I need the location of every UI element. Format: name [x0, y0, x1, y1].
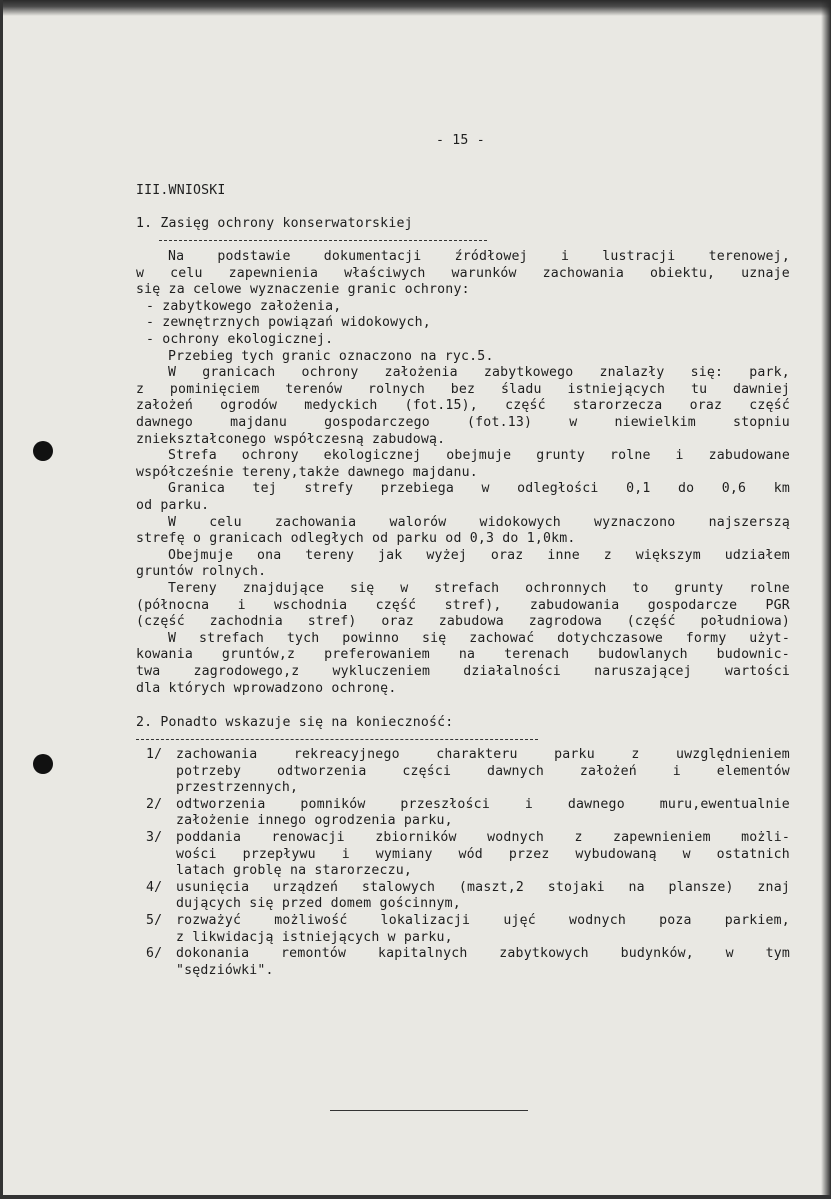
word: najszerszą	[708, 514, 790, 530]
word: rolne	[609, 448, 651, 464]
word: część	[749, 398, 790, 414]
word: na	[628, 879, 645, 895]
word: uznaje	[741, 265, 790, 281]
text-line: Przebieg tych granic oznaczono na ryc.5.	[168, 348, 494, 364]
subsection-1-underline	[159, 240, 487, 241]
word: twa	[136, 664, 161, 679]
word: W	[168, 365, 177, 381]
word: to	[632, 581, 649, 596]
text-line	[168, 248, 790, 266]
word: (część	[136, 614, 185, 630]
word: (maszt,2	[458, 879, 525, 895]
word: (północna	[136, 597, 210, 613]
scan-edge-top	[0, 0, 831, 16]
word: i	[237, 597, 246, 613]
word: ostatnich	[716, 846, 790, 862]
list-item-line	[176, 796, 790, 814]
word: w	[682, 846, 691, 862]
word: Strefa	[168, 448, 217, 464]
word: grunty	[674, 581, 724, 596]
word: naruszającej	[594, 664, 692, 679]
word: znalazły	[599, 365, 665, 381]
list-item-line	[176, 829, 790, 847]
word: celu	[209, 514, 242, 530]
word: możli-	[741, 830, 790, 845]
word: muru,ewentualnie	[659, 796, 790, 812]
word: bez	[450, 381, 476, 397]
word: część	[375, 597, 417, 613]
list-number: 4/	[146, 879, 163, 895]
word: potrzeby	[176, 763, 242, 779]
word: właściwych	[344, 265, 426, 281]
word: oraz	[381, 614, 414, 630]
word: ochrony	[241, 448, 299, 464]
word: remontów	[281, 946, 347, 962]
word: istniejących	[567, 381, 666, 397]
list-item-line	[176, 912, 790, 930]
word: (fot.15),	[404, 398, 478, 414]
list-item-line	[176, 763, 790, 781]
word: zapewnienia	[228, 265, 319, 281]
word: i	[672, 763, 681, 779]
word: preferowaniem	[324, 647, 430, 663]
word: wybudowaną	[575, 846, 657, 862]
subsection-1-heading: 1. Zasięg ochrony konserwatorskiej	[136, 216, 413, 231]
word: stopniu	[732, 415, 790, 430]
word: zachowania	[176, 747, 258, 762]
text-line	[136, 597, 790, 615]
word: większym	[635, 547, 701, 563]
word: Obejmuje	[168, 547, 234, 563]
word: walorów	[389, 514, 447, 530]
word: oraz	[490, 547, 524, 563]
word: odtworzenia	[276, 763, 367, 779]
word: tu	[690, 381, 708, 397]
word: wschodnia	[274, 597, 348, 613]
word: ona	[257, 547, 282, 563]
word: zabudowa	[438, 614, 504, 630]
word: lustracji	[602, 249, 676, 264]
text-line	[168, 514, 790, 532]
text-line	[168, 480, 790, 498]
word: ochrony	[301, 365, 359, 381]
word: znajdujące	[242, 581, 325, 596]
word: śladu	[500, 381, 542, 397]
text-line: współcześnie tereny,także dawnego majdanu.	[136, 464, 478, 480]
list-item-line	[176, 746, 790, 764]
word: Na	[168, 249, 185, 264]
word: kapitalnych	[377, 946, 468, 962]
word: wykluczeniem	[332, 664, 431, 679]
word: podstawie	[217, 249, 291, 264]
word: do	[677, 481, 695, 497]
word: gospodarcze	[647, 597, 738, 613]
word: wymiany	[375, 846, 433, 862]
word: parkiem,	[724, 913, 790, 928]
word: charakteru	[436, 747, 518, 762]
word: dawnego	[567, 796, 625, 812]
word: (część	[626, 614, 676, 630]
word: grunty	[536, 448, 586, 464]
word: z	[136, 381, 145, 397]
word: zabudowane	[708, 448, 790, 464]
word: granicach	[202, 365, 276, 381]
word: w	[569, 415, 578, 430]
word: w	[136, 265, 145, 281]
text-line	[136, 414, 790, 432]
text-line	[136, 265, 790, 283]
word: Tereny	[168, 581, 217, 596]
word: udziałem	[724, 547, 790, 563]
text-line	[168, 547, 790, 565]
word: pominięciem	[169, 381, 260, 397]
word: PGR	[765, 597, 790, 613]
word: przebiega	[380, 481, 455, 497]
bullet-item: - zabytkowego założenia,	[146, 298, 342, 314]
text-line	[168, 630, 790, 648]
list-item-line: z likwidacją istniejących w parku,	[176, 929, 453, 945]
word: park,	[749, 365, 790, 381]
word: gospodarczego	[324, 415, 430, 430]
page-number: - 15 -	[436, 133, 485, 148]
word: W	[168, 630, 177, 646]
word: dawnego	[136, 415, 193, 430]
word: ochronnych	[525, 581, 607, 596]
text-line: strefę o granicach odległych od parku od 0,3 do 1,0km.	[136, 531, 576, 547]
word: ogrodów	[220, 398, 278, 414]
word: części	[402, 763, 452, 779]
subsection-2-heading: 2. Ponadto wskazuje się na konieczność:	[136, 715, 454, 730]
word: tym	[765, 946, 790, 962]
word: W	[168, 514, 177, 530]
word: założeń	[579, 763, 637, 779]
word: użyt-	[749, 630, 790, 646]
word: rekreacyjnego	[293, 747, 400, 762]
punch-hole-bottom	[33, 754, 53, 774]
word: terenów	[285, 381, 343, 397]
word: się	[422, 630, 447, 646]
word: zachowania	[542, 265, 625, 281]
word: lokalizacji	[380, 913, 471, 928]
word: plansze)	[668, 879, 734, 895]
word: dawnych	[487, 763, 545, 779]
word: (fot.13)	[467, 415, 533, 430]
word: zabudowania	[529, 597, 620, 613]
word: wyżej	[426, 547, 468, 563]
list-item-line: założenie innego ogrodzenia parku,	[176, 813, 453, 829]
word: założenia	[384, 365, 458, 381]
word: i	[560, 249, 570, 264]
section-heading: III.WNIOSKI	[136, 183, 226, 198]
word: odległości	[517, 481, 599, 497]
word: w	[481, 481, 490, 497]
word: strefach	[434, 581, 500, 596]
word: oraz	[689, 398, 723, 414]
word: założeń	[136, 398, 193, 414]
word: zbiorników	[375, 830, 457, 845]
word: rolne	[749, 581, 790, 596]
bullet-item: - zewnętrznych powiązań widokowych,	[146, 315, 431, 331]
word: z	[574, 830, 583, 845]
list-item-line	[176, 945, 790, 963]
word: w	[400, 581, 409, 596]
word: południowa)	[700, 614, 790, 630]
list-item-line	[176, 879, 790, 897]
word: renowacji	[271, 830, 345, 845]
word: elementów	[716, 763, 790, 779]
word: wód	[458, 846, 483, 862]
word: parku	[554, 747, 595, 762]
word: Granica	[168, 481, 225, 497]
word: tereny	[305, 547, 355, 563]
word: tej	[252, 481, 277, 497]
word: dokonania	[176, 946, 250, 962]
word: niewielkim	[614, 415, 696, 430]
word: poddania	[176, 830, 242, 845]
text-line: gruntów rolnych.	[136, 564, 267, 580]
word: stalowych	[361, 879, 436, 895]
word: i	[524, 796, 533, 812]
word: 0,1	[626, 481, 651, 497]
text-line	[168, 364, 790, 382]
list-item-line: dujących się przed domem gościnnym,	[176, 896, 461, 912]
scan-edge-left	[0, 0, 3, 1199]
word: budownic-	[716, 647, 790, 663]
word: zapewnieniem	[613, 830, 711, 845]
text-line: dla których wprowadzono ochronę.	[136, 680, 397, 696]
word: usunięcia	[176, 879, 250, 895]
word: odtworzenia	[176, 796, 266, 812]
word: dokumentacji	[323, 249, 422, 264]
footnote-separator	[330, 1110, 528, 1111]
word: stref)	[307, 614, 357, 630]
word: widokowych	[479, 514, 561, 530]
list-item-line: "sędziówki".	[176, 962, 274, 978]
word: rolnych	[368, 381, 425, 397]
word: wartości	[724, 664, 790, 679]
scan-edge-right	[821, 0, 831, 1199]
word: zabytkowych	[499, 946, 589, 962]
list-item-line: przestrzennych,	[176, 780, 299, 796]
word: ekologicznej	[323, 448, 422, 464]
word: starorzecza	[572, 398, 663, 414]
word: ujęć	[503, 913, 536, 928]
word: urządzeń	[273, 879, 339, 895]
word: terenowej,	[708, 249, 790, 264]
word: się:	[690, 365, 724, 381]
word: wości	[176, 846, 217, 862]
word: z	[603, 547, 612, 563]
word: tych	[286, 630, 320, 646]
word: przeszłości	[400, 796, 490, 812]
word: uwzględnieniem	[675, 747, 790, 762]
punch-hole-top	[33, 441, 53, 461]
word: stojaki	[547, 879, 605, 895]
list-number: 2/	[146, 796, 163, 812]
text-line	[136, 663, 790, 681]
word: majdanu	[230, 415, 288, 430]
word: wodnych	[487, 830, 545, 845]
word: z	[631, 747, 640, 762]
word: obiektu,	[650, 265, 716, 281]
word: powinno	[342, 630, 400, 646]
word: i	[341, 846, 350, 862]
word: obejmuje	[446, 448, 512, 464]
word: w	[725, 946, 734, 962]
word: część	[505, 398, 546, 414]
bullet-item: - ochrony ekologicznej.	[146, 332, 334, 347]
word: wyznaczono	[594, 514, 676, 530]
word: celu	[170, 265, 203, 281]
text-line	[168, 447, 790, 465]
list-item-line: latach groblę na starorzeczu,	[176, 863, 413, 879]
word: dawniej	[733, 381, 790, 397]
scan-edge-bottom	[0, 1195, 831, 1199]
word: zagrodowego,z	[193, 664, 300, 679]
text-line	[136, 397, 790, 415]
word: km	[773, 481, 790, 497]
word: zagrodowa	[528, 614, 602, 630]
word: znaj	[757, 879, 790, 895]
list-number: 6/	[146, 946, 163, 962]
text-line: się za celowe wyznaczenie granic ochrony:	[136, 282, 470, 298]
word: poza	[659, 913, 692, 928]
list-number: 3/	[146, 830, 163, 845]
word: budowlanych	[598, 647, 688, 663]
text-line: od parku.	[136, 498, 210, 513]
list-number: 1/	[146, 747, 163, 762]
word: możliwość	[274, 913, 348, 928]
text-line	[136, 381, 790, 399]
word: przepływu	[242, 846, 316, 862]
word: rozważyć	[176, 913, 242, 928]
text-line	[168, 580, 790, 598]
word: kowania	[136, 647, 193, 663]
word: zabytkowego	[483, 365, 574, 381]
word: zachowania	[274, 514, 357, 530]
word: warunków	[451, 265, 517, 281]
word: formy	[685, 630, 727, 646]
text-line: zniekształconego współczesną zabudową.	[136, 431, 446, 447]
word: zachodnia	[209, 614, 283, 630]
word: pomników	[300, 796, 366, 812]
word: 0,6	[721, 481, 747, 497]
word: jak	[378, 547, 403, 563]
word: budynków,	[620, 946, 694, 962]
word: wodnych	[569, 913, 626, 928]
word: źródłowej	[454, 249, 528, 264]
word: stref),	[444, 597, 502, 613]
word: działalności	[463, 664, 561, 679]
subsection-2-underline	[136, 739, 538, 740]
text-line	[136, 613, 790, 631]
word: na	[458, 647, 476, 663]
word: gruntów,z	[221, 647, 296, 663]
list-item-line	[176, 846, 790, 864]
word: się	[349, 581, 375, 596]
word: przez	[508, 846, 550, 862]
word: i	[675, 448, 684, 464]
word: terenach	[504, 647, 570, 663]
text-line	[136, 646, 790, 664]
word: medyckich	[304, 398, 378, 414]
list-number: 5/	[146, 913, 163, 928]
word: strefach	[198, 630, 265, 646]
word: strefy	[304, 481, 354, 497]
word: zachować	[469, 630, 535, 646]
word: dotychczasowe	[557, 630, 663, 646]
word: inne	[547, 547, 580, 563]
